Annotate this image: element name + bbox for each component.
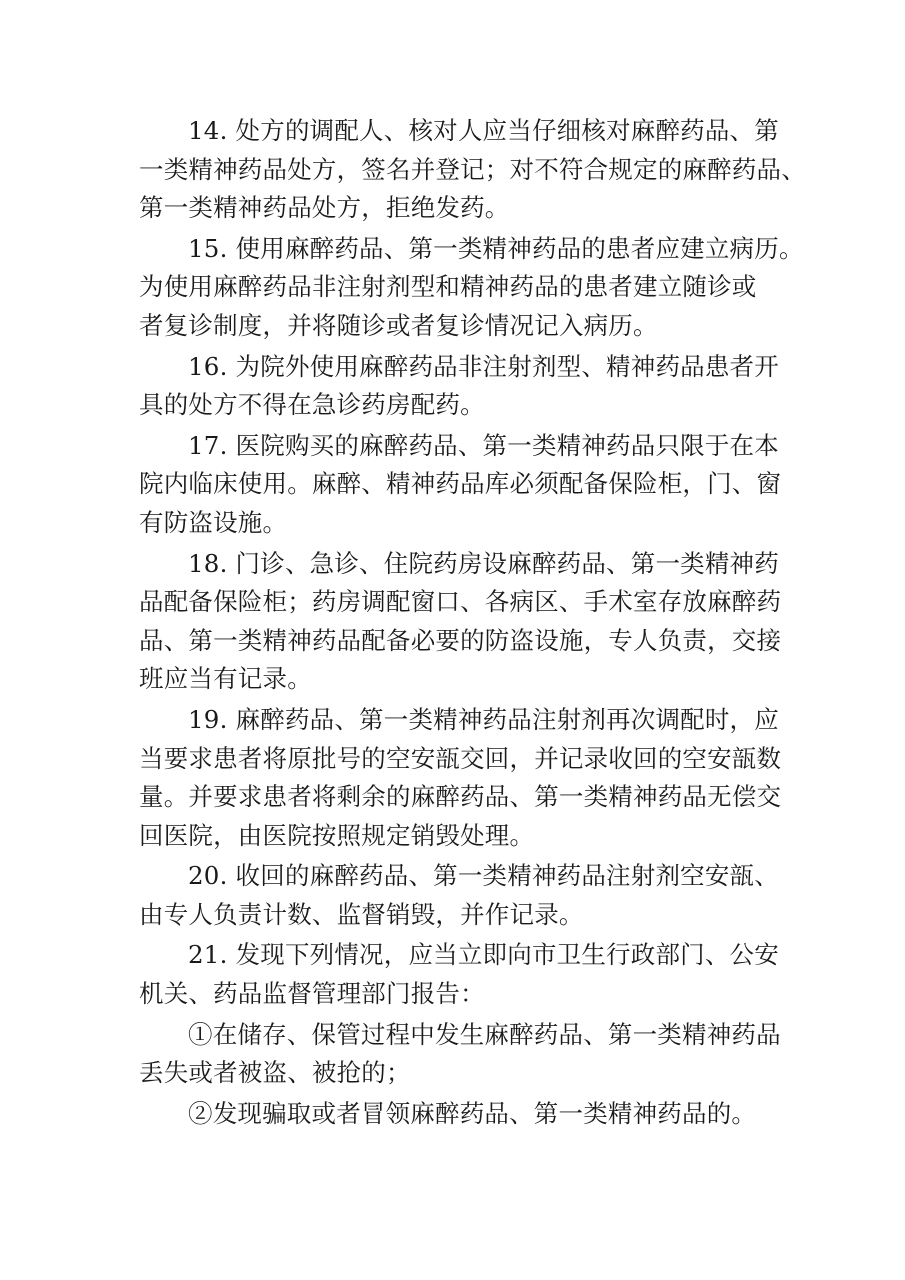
- text-line: ②发现骗取或者冒领麻醉药品、第一类精神药品的。: [188, 1098, 757, 1128]
- text-line: 者复诊制度，并将随诊或者复诊情况记入病历。: [139, 310, 658, 340]
- text-line: 当要求患者将原批号的空安瓿交回，并记录收回的空安瓿数: [139, 743, 782, 773]
- paragraph-item-21-2: [139, 1095, 779, 1134]
- text-line: 第一类精神药品处方，拒绝发药。: [139, 193, 510, 223]
- text-line: 19. 麻醉药品、第一类精神药品注射剂再次调配时，应: [188, 704, 779, 734]
- text-line: 品配备保险柜；药房调配窗口、各病区、手术室存放麻醉药: [139, 587, 782, 617]
- text-line: 品、第一类精神药品配备必要的防盗设施，专人负责，交接: [139, 625, 782, 655]
- text-line: ①在储存、保管过程中发生麻醉药品、第一类精神药品: [188, 1019, 781, 1049]
- text-line: 17. 医院购买的麻醉药品、第一类精神药品只限于在本: [188, 430, 779, 460]
- text-line: 14. 处方的调配人、核对人应当仔细核对麻醉药品、第: [188, 116, 779, 145]
- paragraph-item-21-1: [139, 1016, 779, 1093]
- paragraph-item-17: [139, 427, 782, 543]
- text-line: 为使用麻醉药品非注射剂型和精神药品的患者建立随诊或: [139, 272, 757, 302]
- text-line: 由专人负责计数、监督销毁，并作记录。: [139, 899, 584, 929]
- paragraph-item-19: [139, 701, 782, 855]
- text-line: 有防盗设施。: [139, 507, 288, 537]
- text-line: 班应当有记录。: [139, 664, 312, 694]
- paragraph-item-15: [139, 230, 804, 346]
- text-line: 18. 门诊、急诊、住院药房设麻醉药品、第一类精神药: [188, 548, 779, 578]
- document-body: [139, 112, 806, 1135]
- paragraph-item-14: [139, 112, 806, 228]
- text-line: 15. 使用麻醉药品、第一类精神药品的患者应建立病历。: [188, 233, 804, 263]
- text-line: 院内临床使用。麻醉、精神药品库必须配备保险柜，门、窗: [139, 469, 782, 499]
- text-line: 一类精神药品处方，签名并登记；对不符合规定的麻醉药品、: [139, 154, 806, 184]
- text-line: 机关、药品监督管理部门报告：: [139, 979, 485, 1009]
- text-line: 20. 收回的麻醉药品、第一类精神药品注射剂空安瓿、: [188, 861, 779, 891]
- text-line: 具的处方不得在急诊药房配药。: [139, 390, 485, 420]
- paragraph-item-16: [139, 348, 779, 425]
- paragraph-item-21: [139, 936, 779, 1013]
- text-line: 21. 发现下列情况，应当立即向市卫生行政部门、公安: [188, 940, 779, 970]
- text-line: 16. 为院外使用麻醉药品非注射剂型、精神药品患者开: [188, 351, 779, 381]
- paragraph-item-20: [139, 857, 779, 934]
- text-line: 量。并要求患者将剩余的麻醉药品、第一类精神药品无偿交: [139, 782, 782, 812]
- text-line: 丢失或者被盗、被抢的；: [139, 1058, 411, 1088]
- paragraph-item-18: [139, 545, 782, 699]
- text-line: 回医院，由医院按照规定销毁处理。: [139, 820, 535, 850]
